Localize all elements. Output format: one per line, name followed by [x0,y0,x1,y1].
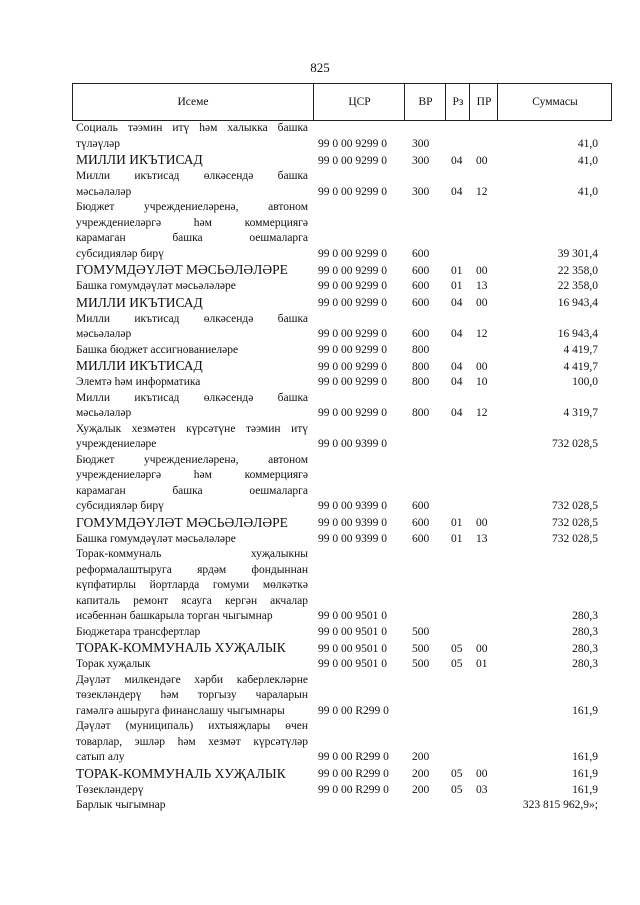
row-vr: 500 [412,658,430,670]
row-sum: 4 419,7 [563,360,598,373]
row-csr: 99 0 00 9299 0 [318,343,387,356]
row-sum: 100,0 [572,376,598,388]
table-row [72,375,612,391]
row-vr: 600 [412,297,430,309]
table-row [72,358,612,375]
row-name-line: Бюджет учреждениеләренә, автоном [76,453,308,466]
row-rz: 04 [451,407,463,419]
table-row [72,279,612,295]
row-vr: 600 [412,328,430,340]
row-name-line: Элемтә һәм информатика [76,376,201,388]
row-sum: 41,0 [577,137,598,150]
row-sum: 161,9 [572,751,598,763]
row-name-line: товарлар, эшләр һәм хезмәт күрсәтүләр [76,735,308,748]
table-row [72,121,612,152]
row-name [76,719,308,766]
table-row [72,262,612,279]
row-name [76,422,308,453]
row-csr: 99 0 00 9299 0 [318,360,387,373]
row-rz: 05 [451,642,463,655]
row-name [76,783,308,799]
row-csr: 99 0 00 R299 0 [318,704,389,717]
row-vr: 600 [412,500,430,512]
row-sum: 161,9 [572,783,598,796]
row-name [76,391,308,422]
row-name-line: учреждениеләре [76,438,157,450]
row-pr: 00 [476,297,488,309]
row-csr: 99 0 00 9399 0 [318,500,387,512]
row-name-line: ТОРАК-КОММУНАЛЬ ХУҖАЛЫК [76,765,286,781]
row-pr: 12 [476,407,488,419]
table-row [72,783,612,799]
row-vr: 600 [412,264,430,277]
row-name-line: гамәлгә ашыруга финанслашу чыгымнары [76,704,285,717]
row-csr: 99 0 00 9299 0 [318,328,387,340]
row-rz: 04 [451,154,463,167]
row-name-line: күпфатирлы йортларда гомуми мөлкәткә [76,579,308,591]
page-number: 825 [310,60,330,75]
budget-table [72,83,612,814]
table-header [72,83,612,121]
row-name-line: субсидияләр бирү [76,247,164,260]
row-rz: 04 [451,185,463,198]
table-row [72,169,612,200]
row-name [76,262,308,278]
row-csr: 99 0 00 9299 0 [318,247,387,260]
table-row [72,391,612,422]
row-name [76,657,308,673]
row-name-line: Башка гомумдәүләт мәсьәләләре [76,280,236,292]
row-vr: 600 [412,280,430,292]
row-csr: 99 0 00 9299 0 [318,407,387,419]
row-pr: 00 [476,768,488,780]
row-name [76,279,308,295]
row-pr: 13 [476,532,488,545]
row-name-line: МИЛЛИ ИКЪТИСАД [76,294,203,310]
row-name-line: Милли икътисад өлкәсендә башка [76,170,308,182]
row-csr: 99 0 00 9399 0 [318,438,387,450]
row-vr: 800 [412,407,430,419]
row-rz: 05 [451,658,463,670]
row-name-line: Торак хуҗалык [76,658,151,670]
header-rz: Рз [445,84,470,120]
row-name-line: субсидияләр бирү [76,500,164,512]
row-sum: 22 358,0 [557,280,598,292]
row-vr: 300 [412,154,430,167]
row-name [76,295,308,311]
row-sum: 323 815 962,9»; [522,799,598,811]
row-csr: 99 0 00 9501 0 [318,625,387,638]
table-row [72,152,612,169]
row-sum: 41,0 [577,185,598,198]
row-name-line: Торак-коммуналь хуҗалыкны [76,548,308,560]
row-sum: 732 028,5 [552,532,598,545]
row-name-line: МИЛЛИ ИКЪТИСАД [76,358,203,373]
row-rz: 01 [451,264,463,277]
row-vr: 600 [412,517,430,529]
row-pr: 00 [476,360,488,373]
row-rz: 04 [451,328,463,340]
row-vr: 200 [412,751,430,763]
row-name-line: исәбеннән башкарыла торган чыгымнар [76,610,273,622]
table-row [72,547,612,625]
row-name-line: ТОРАК-КОММУНАЛЬ ХУҖАЛЫК [76,640,286,655]
row-sum: 280,3 [572,625,598,638]
row-sum: 4 319,7 [563,407,598,419]
row-csr: 99 0 00 9299 0 [318,297,387,309]
table-row [72,673,612,720]
row-csr: 99 0 00 9299 0 [318,376,387,388]
row-vr: 500 [412,625,430,638]
row-rz: 04 [451,376,463,388]
header-csr: ЦСР [313,84,405,120]
row-name [76,152,308,168]
row-name-line: түләүләр [76,137,120,150]
table-row [72,422,612,453]
row-rz: 01 [451,532,463,545]
row-vr: 800 [412,376,430,388]
row-pr: 03 [476,783,488,796]
row-rz: 05 [451,768,463,780]
row-sum: 22 358,0 [557,264,598,277]
row-name [76,343,308,359]
row-name-line: Социаль тәэмин итү һәм халыкка башка [76,122,308,134]
row-csr: 99 0 00 9299 0 [318,154,387,167]
table-row [72,719,612,766]
row-csr: 99 0 00 R299 0 [318,751,389,763]
header-vr: ВР [404,84,446,120]
row-name-line: Башка бюджет ассигнованиеләре [76,343,239,356]
row-csr: 99 0 00 9399 0 [318,517,387,529]
row-name-line: сатып алу [76,751,125,763]
row-pr: 00 [476,517,488,529]
row-name [76,169,308,200]
row-name [76,312,308,343]
table-row [72,532,612,548]
row-name-line: Хуҗалык хезмәтен күрсәтүне тәэмин итү [76,422,308,435]
row-name [76,640,308,656]
row-vr: 200 [412,768,430,780]
row-name-line: учреждениеләргә һәм коммерциягә [76,216,308,229]
table-row [72,625,612,641]
row-name-line: мәсьәләләр [76,328,132,340]
row-pr: 00 [476,642,488,655]
table-row [72,343,612,359]
row-name-line: төзекләндерү һәм торгызу чараларын [76,689,308,701]
row-name-line: Дәүләт (муниципаль) ихтыяҗлары өчен [76,720,308,732]
table-row [72,515,612,532]
row-csr: 99 0 00 9299 0 [318,264,387,277]
row-name [76,532,308,548]
row-pr: 12 [476,328,488,340]
row-csr: 99 0 00 9501 0 [318,610,387,622]
row-vr: 600 [412,532,430,545]
row-vr: 600 [412,247,430,260]
row-sum: 161,9 [572,768,598,780]
header-pr: ПР [469,84,498,120]
row-pr: 01 [476,658,488,670]
row-sum: 4 419,7 [563,343,598,356]
row-name-line: ГОМУМДӘҮЛӘТ МӘСЬӘЛӘЛӘРЕ [76,514,288,530]
row-csr: 99 0 00 9501 0 [318,642,387,655]
row-name [76,121,308,152]
row-name [76,766,308,782]
row-sum: 280,3 [572,610,598,622]
row-sum: 732 028,5 [552,500,598,512]
row-csr: 99 0 00 9299 0 [318,185,387,198]
row-sum: 161,9 [572,704,598,717]
row-name-line: Барлык чыгымнар [76,799,166,811]
row-name-line: Төзекләндерү [76,783,144,796]
row-name-line: капиталь ремонт ясауга кергән акчалар [76,594,308,607]
row-name-line: учреждениеләргә һәм коммерциягә [76,469,308,481]
row-csr: 99 0 00 9501 0 [318,658,387,670]
row-sum: 732 028,5 [552,517,598,529]
row-name [76,200,308,262]
row-vr: 300 [412,185,430,198]
row-pr: 13 [476,280,488,292]
row-pr: 00 [476,154,488,167]
row-name-line: мәсьәләләр [76,185,132,198]
table-row [72,657,612,673]
row-sum: 16 943,4 [557,297,598,309]
table-row [72,640,612,657]
header-sum: Суммасы [497,84,612,120]
table-row [72,200,612,262]
row-name-line: МИЛЛИ ИКЪТИСАД [76,152,203,167]
row-name [76,358,308,374]
row-csr: 99 0 00 9299 0 [318,137,387,150]
row-name [76,798,308,814]
row-name-line: Бюджет учреждениеләренә, автоном [76,201,308,213]
table-row [72,453,612,515]
row-name-line: карамаган башка оешмаларга [76,232,308,244]
row-csr: 99 0 00 R299 0 [318,783,389,796]
row-sum: 39 301,4 [557,247,598,260]
row-name-line: ГОМУМДӘҮЛӘТ МӘСЬӘЛӘЛӘРЕ [76,262,288,277]
row-pr: 12 [476,185,488,198]
row-sum: 732 028,5 [552,438,598,450]
row-name [76,625,308,641]
row-csr: 99 0 00 R299 0 [318,768,389,780]
row-rz: 04 [451,360,463,373]
row-vr: 800 [412,360,430,373]
row-rz: 01 [451,517,463,529]
row-pr: 00 [476,264,488,277]
table-row [72,798,612,814]
row-name-line: реформалаштыруга ярдәм фондыннан [76,563,308,576]
row-name-line: Милли икътисад өлкәсендә башка [76,312,308,325]
row-name-line: Бюджетара трансфертлар [76,625,201,638]
table-body [72,121,612,814]
table-row [72,766,612,783]
row-sum: 16 943,4 [557,328,598,340]
row-csr: 99 0 00 9299 0 [318,280,387,292]
header-name: Исеме [177,96,209,108]
row-name-line: карамаган башка оешмаларга [76,484,308,497]
row-name-line: Дәүләт милкендәге хәрби каберлекләрне [76,673,308,686]
row-vr: 300 [412,137,430,150]
row-vr: 500 [412,642,430,655]
row-vr: 800 [412,343,430,356]
row-name [76,673,308,720]
row-pr: 10 [476,376,488,388]
row-vr: 200 [412,783,430,796]
row-name-line: Башка гомумдәүләт мәсьәләләре [76,532,236,545]
table-row [72,295,612,312]
row-rz: 01 [451,280,463,292]
row-sum: 41,0 [577,154,598,167]
row-name [76,453,308,515]
row-rz: 05 [451,783,463,796]
row-sum: 280,3 [572,642,598,655]
row-name-line: Милли икътисад өлкәсендә башка [76,391,308,404]
row-name [76,375,308,391]
row-csr: 99 0 00 9399 0 [318,532,387,545]
row-name [76,515,308,531]
row-name [76,547,308,625]
table-row [72,312,612,343]
row-rz: 04 [451,297,463,309]
row-name-line: мәсьәләләр [76,407,132,419]
row-sum: 280,3 [572,658,598,670]
